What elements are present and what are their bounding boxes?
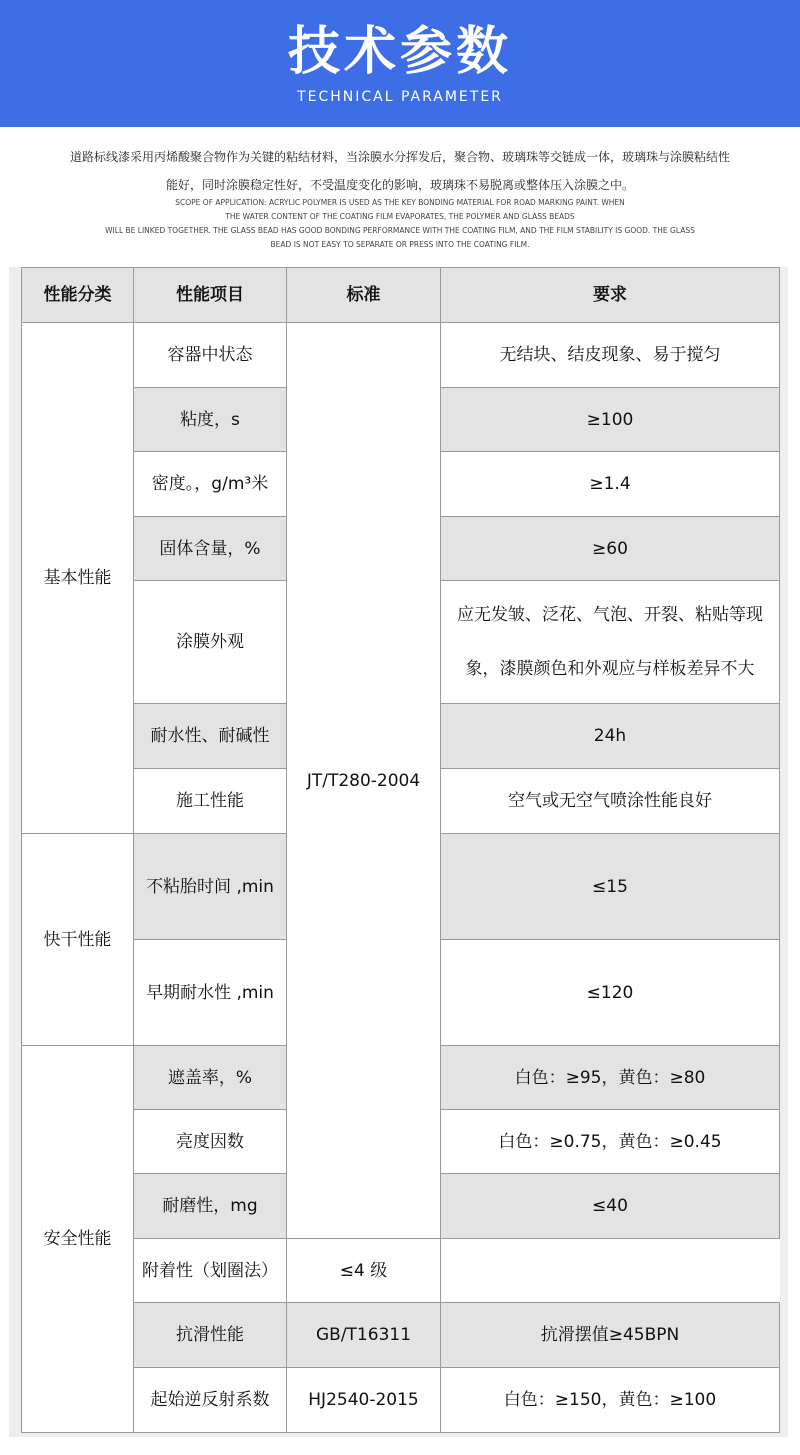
requirement-cell: ≤120 bbox=[441, 940, 780, 1046]
item-cell: 耐水性、耐碱性 bbox=[134, 704, 287, 769]
requirement-cell: 白色：≥95，黄色：≥80 bbox=[441, 1046, 780, 1110]
item-cell: 涂膜外观 bbox=[134, 581, 287, 704]
intro-en-line: THE WATER CONTENT OF THE COATING FILM EVAPORATES, THE POLYMER AND GLASS BEADS bbox=[225, 212, 575, 221]
header-category: 性能分类 bbox=[22, 268, 134, 323]
intro-english bbox=[95, 196, 705, 252]
requirement-cell: 无结块、结皮现象、易于搅匀 bbox=[441, 323, 780, 388]
header-banner bbox=[0, 0, 800, 127]
item-cell: 起始逆反射系数 bbox=[134, 1368, 287, 1433]
requirement-cell: ≥100 bbox=[441, 388, 780, 452]
intro-cn-line: 道路标线漆采用丙烯酸聚合物作为关键的粘结材料，当涂膜水分挥发后，聚合物、玻璃珠等交链成一体，玻璃珠与涂膜粘结性 bbox=[69, 150, 730, 164]
requirement-cell: ≥60 bbox=[441, 517, 780, 581]
item-cell: 容器中状态 bbox=[134, 323, 287, 388]
item-cell: 施工性能 bbox=[134, 769, 287, 834]
standard-cell: HJ2540-2015 bbox=[287, 1368, 441, 1433]
item-cell: 耐磨性，mg bbox=[134, 1174, 287, 1239]
requirement-cell: ≤40 bbox=[441, 1174, 780, 1239]
standard-cell: GB/T16311 bbox=[287, 1303, 441, 1368]
requirement-cell: ≤15 bbox=[441, 834, 780, 940]
requirement-cell: 应无发皱、泛花、气泡、开裂、粘贴等现象，漆膜颜色和外观应与样板差异不大 bbox=[441, 581, 780, 704]
intro-chinese bbox=[40, 143, 760, 199]
item-cell: 亮度因数 bbox=[134, 1110, 287, 1174]
requirement-cell: 白色：≥150，黄色：≥100 bbox=[441, 1368, 780, 1433]
table-row bbox=[22, 1239, 780, 1303]
header-standard: 标准 bbox=[287, 268, 441, 323]
requirement-cell: 白色：≥0.75，黄色：≥0.45 bbox=[441, 1110, 780, 1174]
standard-cell: JT/T280-2004 bbox=[287, 323, 441, 1239]
requirement-cell: 抗滑摆值≥45BPN bbox=[441, 1303, 780, 1368]
page-title: 技术参数 bbox=[287, 22, 512, 82]
requirement-cell: 空气或无空气喷涂性能良好 bbox=[441, 769, 780, 834]
item-cell: 附着性（划圈法） bbox=[134, 1239, 287, 1303]
item-cell: 抗滑性能 bbox=[134, 1303, 287, 1368]
item-cell: 固体含量，% bbox=[134, 517, 287, 581]
item-cell: 粘度，s bbox=[134, 388, 287, 452]
requirement-cell: 24h bbox=[441, 704, 780, 769]
item-cell: 遮盖率，% bbox=[134, 1046, 287, 1110]
category-cell: 基本性能 bbox=[22, 323, 134, 834]
category-cell: 安全性能 bbox=[22, 1046, 134, 1433]
requirement-cell: ≤4 级 bbox=[287, 1239, 441, 1303]
item-cell: 不粘胎时间 ,min bbox=[134, 834, 287, 940]
intro-en-line: SCOPE OF APPLICATION: ACRYLIC POLYMER IS USED AS THE KEY BONDING MATERIAL FOR ROAD MARKING PAINT. WHEN bbox=[175, 198, 625, 207]
intro-cn-line: 能好，同时涂膜稳定性好，不受温度变化的影响，玻璃珠不易脱离或整体压入涂膜之中。 bbox=[165, 178, 634, 192]
category-cell: 快干性能 bbox=[22, 834, 134, 1046]
table-row bbox=[22, 1368, 780, 1433]
intro-en-line: BEAD IS NOT EASY TO SEPARATE OR PRESS INTO THE COATING FILM. bbox=[270, 240, 530, 249]
table-row bbox=[22, 323, 780, 388]
item-cell: 密度。，g/m³米 bbox=[134, 452, 287, 517]
requirement-cell: ≥1.4 bbox=[441, 452, 780, 517]
parameter-table bbox=[21, 267, 780, 1433]
item-cell: 早期耐水性 ,min bbox=[134, 940, 287, 1046]
table-row bbox=[22, 1303, 780, 1368]
page-subtitle: TECHNICAL PARAMETER bbox=[297, 89, 503, 105]
table-header-row bbox=[22, 268, 780, 323]
parameter-table-frame bbox=[9, 267, 788, 1437]
intro-en-line: WILL BE LINKED TOGETHER. THE GLASS BEAD HAS GOOD BONDING PERFORMANCE WITH THE COATING FILM, AND THE FILM STABILITY IS GOOD. THE GLASS bbox=[105, 226, 695, 235]
header-requirement: 要求 bbox=[441, 268, 780, 323]
header-item: 性能项目 bbox=[134, 268, 287, 323]
